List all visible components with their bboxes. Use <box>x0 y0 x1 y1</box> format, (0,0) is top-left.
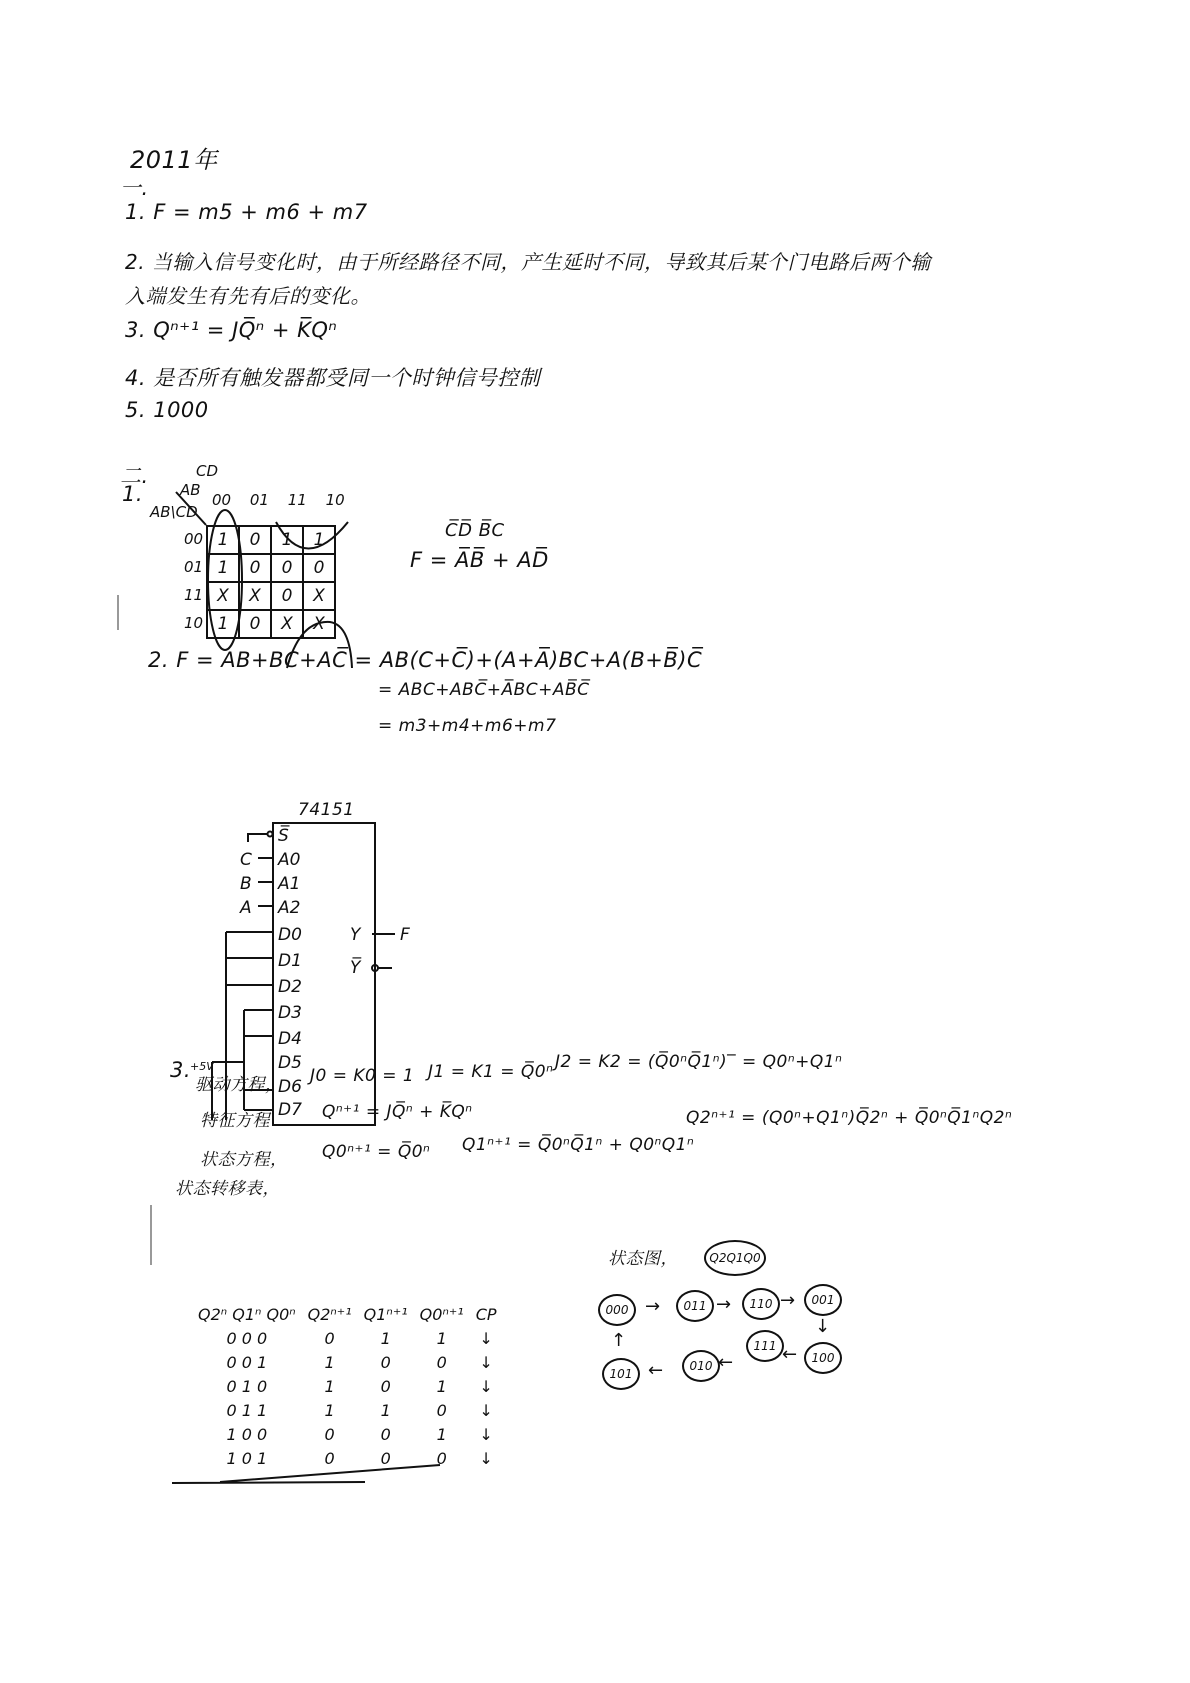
pin-y: Y <box>350 925 361 945</box>
pin-d5: D5 <box>278 1053 302 1073</box>
kmap-row-header: 10 <box>184 614 204 632</box>
state-node: 101 <box>602 1358 640 1390</box>
pin-d4: D4 <box>278 1029 302 1049</box>
drive-label: 驱动方程， <box>195 1075 283 1095</box>
cell: 1 0 0 <box>226 1424 268 1444</box>
kmap-col: 01 <box>249 491 269 509</box>
cell: 1 <box>324 1400 335 1420</box>
q2-line3: = m3+m4+m6+m7 <box>378 716 557 736</box>
pin-d0: D0 <box>278 925 302 945</box>
cell: ↓ <box>479 1424 493 1444</box>
kmap-cell: 0 <box>303 554 335 582</box>
part1-item-2-cont: 入端发生有先有后的变化。 <box>125 284 371 308</box>
table-header: Q0ⁿ⁺¹ <box>419 1304 464 1324</box>
part1-item-4: 4. 是否所有触发器都受同一个时钟信号控制 <box>125 366 541 390</box>
state-eq-1: Q1ⁿ⁺¹ = Q̅0ⁿQ̅1ⁿ + Q0ⁿQ1ⁿ <box>462 1135 695 1155</box>
arrow-right-icon: → <box>716 1294 732 1315</box>
diagram-legend: Q2Q1Q0 <box>704 1240 766 1276</box>
state-node: 110 <box>742 1288 780 1320</box>
kmap-col: 00 <box>212 491 232 509</box>
kmap-cell: 0 <box>239 526 271 554</box>
kmap-formula: F = A̅B̅ + AD̅ <box>410 548 549 572</box>
state-node: 001 <box>804 1284 842 1316</box>
cell: 0 <box>436 1352 447 1372</box>
state-node: 000 <box>598 1294 636 1326</box>
kmap-cell: 1 <box>207 526 239 554</box>
cell: 0 <box>324 1448 335 1468</box>
arrow-up-icon: ↑ <box>611 1330 627 1351</box>
kmap-cell: X <box>239 582 271 610</box>
kmap-col: 11 <box>287 491 307 509</box>
pin-d7: D7 <box>278 1100 302 1120</box>
part1-item-1: 1. F = m5 + m6 + m7 <box>125 200 368 224</box>
state-node: 010 <box>682 1350 720 1382</box>
kmap-row-header: 01 <box>184 558 204 576</box>
kmap-corner-label: AB\CD <box>150 503 198 521</box>
arrow-down-icon: ↓ <box>815 1316 831 1337</box>
cell: ↓ <box>479 1376 493 1396</box>
part2-heading: 二. <box>120 464 149 488</box>
state-eq-0: Q0ⁿ⁺¹ = Q̅0ⁿ <box>322 1142 431 1162</box>
pin-d6: D6 <box>278 1077 302 1097</box>
cell: 1 0 1 <box>226 1448 268 1468</box>
kmap-ab-label: AB <box>180 481 201 499</box>
supply-label: +5V <box>190 1060 214 1073</box>
pin-a1: A1 <box>278 874 301 894</box>
input-a: A <box>240 898 252 918</box>
diagram-label: 状态图， <box>608 1249 678 1269</box>
cell: 0 <box>380 1376 391 1396</box>
state-eq-label: 状态方程， <box>200 1150 288 1170</box>
pin-a0: A0 <box>278 850 301 870</box>
kmap-cell: 0 <box>271 554 303 582</box>
q3-number: 3. <box>170 1058 192 1082</box>
pin-d3: D3 <box>278 1003 302 1023</box>
cell: 0 <box>380 1448 391 1468</box>
pin-s: S̅ <box>278 826 289 846</box>
part1-item-2: 2. 当输入信号变化时，由于所经路径不同，产生延时不同，导致其后某个门电路后两个输 <box>125 250 931 274</box>
kmap-cell: X <box>303 582 335 610</box>
drive-eq-0: J0 = K0 = 1 <box>310 1066 415 1086</box>
cell: ↓ <box>479 1352 493 1372</box>
q2-line1: 2. F = AB+BC+AC̅ = AB(C+C̅)+(A+A̅)BC+A(B+B̅)C̅ <box>148 648 703 672</box>
part1-item-5: 5. 1000 <box>125 398 209 422</box>
table-header: Q1ⁿ⁺¹ <box>363 1304 408 1324</box>
pin-a2: A2 <box>278 898 301 918</box>
state-node: 011 <box>676 1290 714 1322</box>
drive-eq-2: J2 = K2 = (Q̅0ⁿQ̅1ⁿ)‾ = Q0ⁿ+Q1ⁿ <box>555 1052 843 1072</box>
input-b: B <box>240 874 252 894</box>
output-f: F <box>400 925 410 945</box>
cell: ↓ <box>479 1328 493 1348</box>
arrow-right-icon: → <box>780 1290 796 1311</box>
state-eq-2: Q2ⁿ⁺¹ = (Q0ⁿ+Q1ⁿ)Q̅2ⁿ + Q̅0ⁿQ̅1ⁿQ2ⁿ <box>686 1108 1013 1128</box>
pin-d2: D2 <box>278 977 302 997</box>
kmap-cell: X <box>271 610 303 638</box>
char-label: 特征方程 <box>200 1111 270 1131</box>
cell: ↓ <box>479 1400 493 1420</box>
cell: 0 1 1 <box>226 1400 268 1420</box>
cell: ↓ <box>479 1448 493 1468</box>
cell: 0 <box>380 1424 391 1444</box>
kmap-row-header: 00 <box>184 530 204 548</box>
table-header: Q2ⁿ⁺¹ <box>307 1304 352 1324</box>
kmap-cell: X <box>303 610 335 638</box>
arrow-left-icon: ← <box>718 1352 734 1373</box>
kmap-cell: 1 <box>303 526 335 554</box>
kmap-annotation: C̅D̅ B̅C <box>445 520 505 541</box>
part1-item-3: 3. Qⁿ⁺¹ = JQ̅ⁿ + K̅Qⁿ <box>125 318 338 342</box>
arrow-right-icon: → <box>645 1296 661 1317</box>
cell: 0 <box>324 1424 335 1444</box>
kmap-cell: X <box>207 582 239 610</box>
kmap-cell: 1 <box>207 610 239 638</box>
pin-d1: D1 <box>278 951 302 971</box>
table-header: CP <box>475 1304 497 1324</box>
part1-heading: 一. <box>120 176 149 200</box>
table-header: Q2ⁿ Q1ⁿ Q0ⁿ <box>198 1304 296 1324</box>
kmap-cd-label: CD <box>196 462 219 480</box>
kmap-cell: 0 <box>271 582 303 610</box>
cell: 1 <box>436 1376 447 1396</box>
table-label: 状态转移表， <box>175 1179 280 1199</box>
chip-label: 74151 <box>298 800 355 820</box>
cell: 0 <box>380 1352 391 1372</box>
q2-line2: = ABC+ABC̅+A̅BC+AB̅C̅ <box>378 680 590 700</box>
state-node: 111 <box>746 1330 784 1362</box>
cell: 1 <box>380 1400 391 1420</box>
cell: 1 <box>380 1328 391 1348</box>
kmap-cell: 1 <box>271 526 303 554</box>
kmap-cell: 1 <box>207 554 239 582</box>
cell: 0 <box>324 1328 335 1348</box>
state-node: 100 <box>804 1342 842 1374</box>
q1-number: 1. <box>122 482 144 506</box>
cell: 1 <box>436 1328 447 1348</box>
cell: 1 <box>324 1352 335 1372</box>
cell: 1 <box>324 1376 335 1396</box>
kmap-cell: 0 <box>239 610 271 638</box>
cell: 0 0 1 <box>226 1352 268 1372</box>
cell: 0 <box>436 1448 447 1468</box>
kmap-row-header: 11 <box>184 586 204 604</box>
kmap-col: 10 <box>325 491 345 509</box>
cell: 0 1 0 <box>226 1376 268 1396</box>
cell: 0 0 0 <box>226 1328 268 1348</box>
char-eq: Qⁿ⁺¹ = JQ̅ⁿ + K̅Qⁿ <box>322 1102 473 1122</box>
input-c: C <box>240 850 252 870</box>
cell: 1 <box>436 1424 447 1444</box>
cell: 0 <box>436 1400 447 1420</box>
drive-eq-1: J1 = K1 = Q̅0ⁿ <box>428 1062 554 1082</box>
pin-y-bar: Y̅ <box>350 958 361 978</box>
page-title: 2011年 <box>130 146 218 174</box>
arrow-left-icon: ← <box>782 1344 798 1365</box>
kmap-cell: 0 <box>239 554 271 582</box>
arrow-left-icon: ← <box>648 1360 664 1381</box>
